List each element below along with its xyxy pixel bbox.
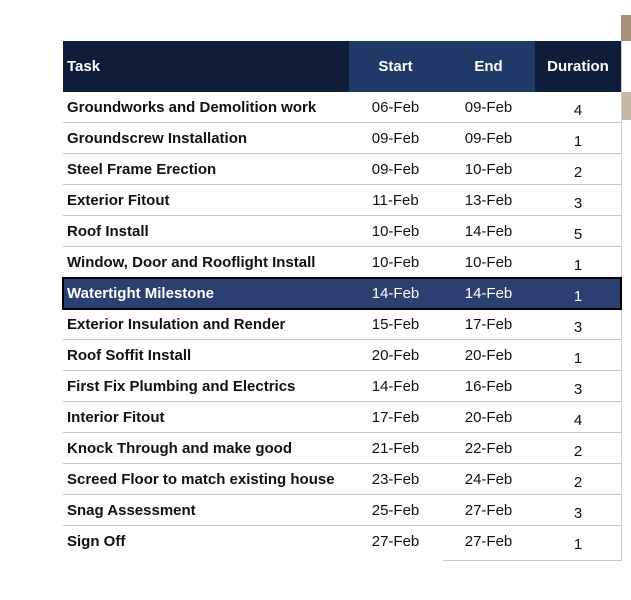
duration-cell: 4 [573,101,583,119]
duration-cell: 1 [573,256,583,274]
task-cell: Groundworks and Demolition work [67,98,317,116]
end-cell: 10-Feb [464,253,513,271]
table-row [63,309,621,340]
header-end: End [442,41,535,92]
end-cell: 14-Feb [464,284,513,302]
task-cell: Roof Soffit Install [67,346,192,364]
start-cell: 14-Feb [371,284,420,302]
end-cell: 24-Feb [464,470,513,488]
duration-cell: 1 [573,132,583,150]
duration-cell: 3 [573,504,583,522]
start-cell: 25-Feb [371,501,420,519]
task-cell: First Fix Plumbing and Electrics [67,377,296,395]
accent-block-top [621,15,631,41]
table-row [63,154,621,185]
start-cell: 21-Feb [371,439,420,457]
end-cell: 27-Feb [464,533,513,550]
start-cell: 06-Feb [371,98,420,116]
duration-cell: 2 [573,163,583,181]
end-cell: 16-Feb [464,377,513,395]
table-row [63,495,621,526]
task-cell: Roof Install [67,222,149,240]
duration-cell: 1 [573,287,583,305]
start-cell: 17-Feb [371,408,420,426]
start-cell: 14-Feb [371,377,420,395]
start-cell: 15-Feb [371,315,420,333]
end-cell: 13-Feb [464,191,513,209]
table-row [63,92,621,123]
table-header [63,41,621,92]
table-row [63,402,621,433]
table-row [63,464,621,495]
start-cell: 10-Feb [371,253,420,271]
task-cell: Watertight Milestone [67,284,214,302]
table-row [63,371,621,402]
task-cell: Steel Frame Erection [67,160,217,178]
end-cell: 20-Feb [464,408,513,426]
end-cell: 22-Feb [464,439,513,457]
table-row [63,123,621,154]
header-start: Start [349,41,442,92]
duration-cell: 2 [573,442,583,460]
end-cell: 09-Feb [464,98,513,116]
end-cell: 27-Feb [464,501,513,519]
end-cell: 20-Feb [464,346,513,364]
milestone-row [63,278,621,309]
header-duration: Duration [535,41,621,92]
start-cell: 20-Feb [371,346,420,364]
right-border-line [621,41,622,561]
task-cell: Snag Assessment [67,501,196,519]
start-cell: 23-Feb [371,470,420,488]
schedule-table [63,41,621,557]
start-cell: 27-Feb [371,533,420,550]
task-cell: Interior Fitout [67,408,165,426]
start-cell: 09-Feb [371,160,420,178]
task-cell: Window, Door and Rooflight Install [67,253,316,271]
duration-cell: 1 [573,536,583,553]
end-cell: 09-Feb [464,129,513,147]
task-cell: Sign Off [67,533,126,550]
task-cell: Knock Through and make good [67,439,293,457]
duration-cell: 2 [573,473,583,491]
table-row [63,526,621,557]
table-row [63,216,621,247]
duration-cell: 1 [573,349,583,367]
table-row [63,247,621,278]
task-cell: Groundscrew Installation [67,129,248,147]
start-cell: 09-Feb [371,129,420,147]
start-cell: 11-Feb [372,191,419,209]
table-row [63,185,621,216]
task-cell: Exterior Insulation and Render [67,315,286,333]
start-cell: 10-Feb [371,222,420,240]
accent-block-middle [621,92,631,120]
duration-cell: 3 [573,380,583,398]
bottom-rule [443,560,621,561]
duration-cell: 3 [573,194,583,212]
table-row [63,340,621,371]
header-task: Task [63,41,349,92]
table-row [63,433,621,464]
end-cell: 17-Feb [464,315,513,333]
task-cell: Exterior Fitout [67,191,170,209]
duration-cell: 5 [573,225,583,243]
end-cell: 10-Feb [464,160,513,178]
duration-cell: 3 [573,318,583,336]
duration-cell: 4 [573,411,583,429]
end-cell: 14-Feb [464,222,513,240]
task-cell: Screed Floor to match existing house [67,470,335,488]
